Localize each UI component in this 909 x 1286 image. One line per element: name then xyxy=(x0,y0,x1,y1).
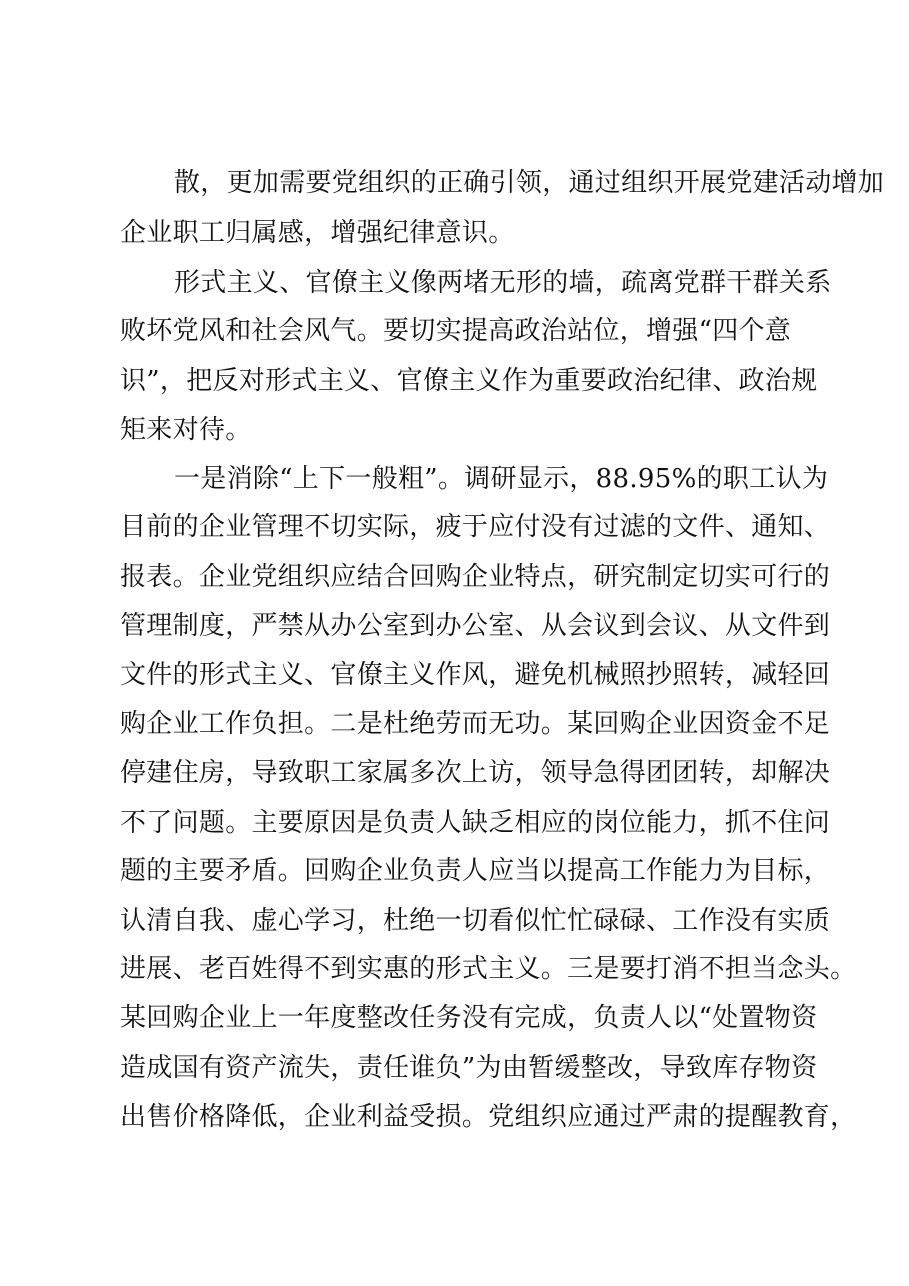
text-line: 造成国有资产流失，责任谁负”为由暂缓整改，导致库存物资 xyxy=(120,1053,818,1083)
text-line: 企业职工归属感，增强纪律意识。 xyxy=(120,218,515,248)
text-line: 目前的企业管理不切实际，疲于应付没有过滤的文件、通知、 xyxy=(120,512,831,542)
text-line: 出售价格降低，企业利益受损。党组织应通过严肃的提醒教育， xyxy=(120,1102,857,1132)
text-line: 识”，把反对形式主义、官僚主义作为重要政治纪律、政治规 xyxy=(120,366,818,396)
text-line: 败坏党风和社会风气。要切实提高政治站位，增强“四个意 xyxy=(120,316,792,346)
text-line: 文件的形式主义、官僚主义作风，避免机械照抄照转，减轻回 xyxy=(120,660,831,690)
text-line: 题的主要矛盾。回购企业负责人应当以提高工作能力为目标， xyxy=(120,856,831,886)
text-line: 购企业工作负担。二是杜绝劳而无功。某回购企业因资金不足 xyxy=(120,709,831,739)
text-line: 报表。企业党组织应结合回购企业特点，研究制定切实可行的 xyxy=(120,562,831,592)
text-line: 不了问题。主要原因是负责人缺乏相应的岗位能力，抓不住问 xyxy=(120,808,831,838)
text-line: 形式主义、官僚主义像两堵无形的墙，疏离党群干群关系 xyxy=(174,268,832,298)
text-line: 停建住房，导致职工家属多次上访，领导急得团团转，却解决 xyxy=(120,758,831,788)
text-line: 散，更加需要党组织的正确引领，通过组织开展党建活动增加 xyxy=(174,168,885,198)
text-line: 一是消除“上下一般粗”。调研显示，88.95%的职工认为 xyxy=(174,464,829,494)
text-line: 矩来对待。 xyxy=(120,415,252,445)
text-line: 认清自我、虚心学习，杜绝一切看似忙忙碌碌、工作没有实质 xyxy=(120,906,831,936)
text-line: 进展、老百姓得不到实惠的形式主义。三是要打消不担当念头。 xyxy=(120,954,857,984)
text-line: 某回购企业上一年度整改任务没有完成，负责人以“处置物资 xyxy=(120,1003,818,1033)
text-line: 管理制度，严禁从办公室到办公室、从会议到会议、从文件到 xyxy=(120,611,831,641)
